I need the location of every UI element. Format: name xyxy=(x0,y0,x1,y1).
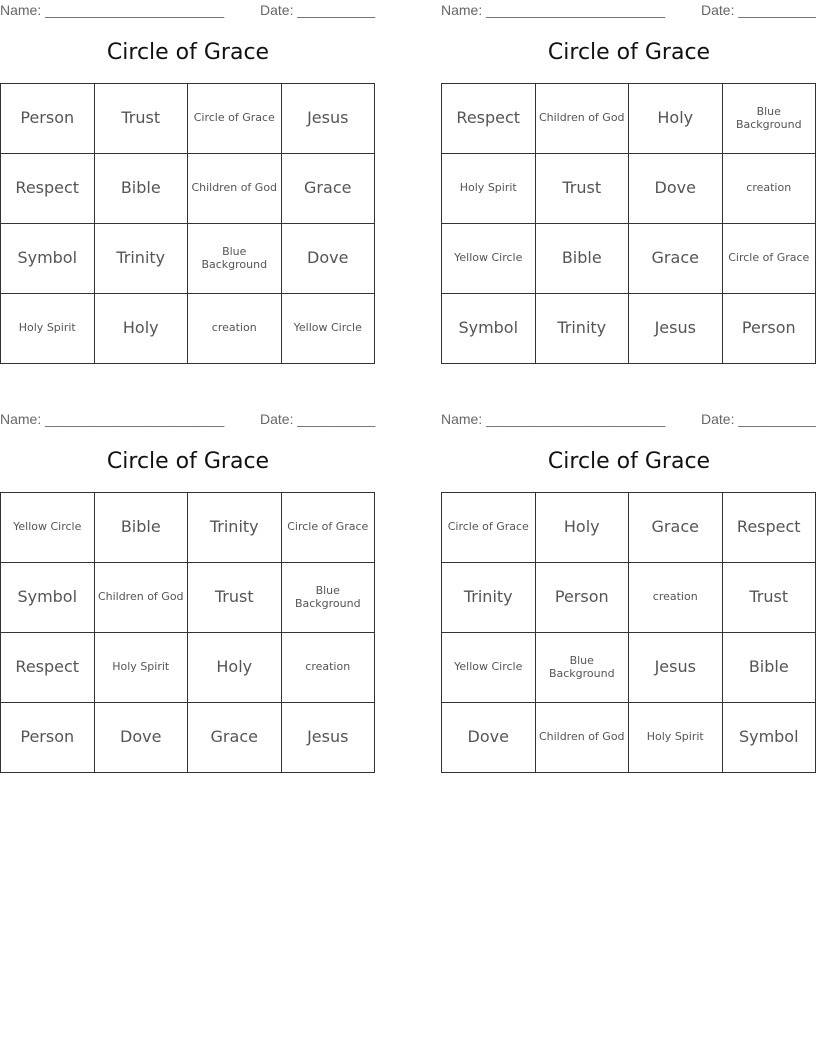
bingo-cell: Person xyxy=(536,563,630,633)
bingo-cell: Children of God xyxy=(188,154,282,224)
bingo-cell: Holy Spirit xyxy=(95,633,189,703)
card-title: Circle of Grace xyxy=(106,449,270,474)
bingo-cell: creation xyxy=(282,633,376,703)
bingo-cell: Jesus xyxy=(282,84,376,154)
bingo-cell: Holy xyxy=(95,294,189,364)
date-field[interactable]: Date: __________ xyxy=(701,411,816,427)
bingo-cell: Respect xyxy=(723,493,816,563)
date-field[interactable]: Date: __________ xyxy=(260,2,376,18)
bingo-cell: Trust xyxy=(723,563,816,633)
bingo-cell: Yellow Circle xyxy=(442,633,536,703)
bingo-cell: Trinity xyxy=(188,493,282,563)
bingo-cell: Bible xyxy=(536,224,630,294)
name-field[interactable]: Name: _______________________ xyxy=(0,411,225,427)
bingo-cell: Trinity xyxy=(536,294,630,364)
name-field[interactable]: Name: _______________________ xyxy=(0,2,225,18)
card-header xyxy=(0,0,376,20)
bingo-cell: Symbol xyxy=(723,703,816,773)
bingo-cell: Holy Spirit xyxy=(442,154,536,224)
card-title: Circle of Grace xyxy=(547,449,711,474)
bingo-cell: Dove xyxy=(282,224,376,294)
bingo-grid xyxy=(0,83,375,364)
bingo-cell: Grace xyxy=(282,154,376,224)
bingo-cell: Circle of Grace xyxy=(442,493,536,563)
bingo-cell: Grace xyxy=(629,493,723,563)
bingo-cell: Blue Background xyxy=(188,224,282,294)
bingo-cell: Respect xyxy=(442,84,536,154)
bingo-cell: Grace xyxy=(188,703,282,773)
bingo-cell: creation xyxy=(188,294,282,364)
bingo-cell: Trinity xyxy=(442,563,536,633)
bingo-cell: creation xyxy=(629,563,723,633)
bingo-cell: Dove xyxy=(95,703,189,773)
name-field[interactable]: Name: _______________________ xyxy=(441,2,666,18)
bingo-cell: Children of God xyxy=(536,703,630,773)
card-header xyxy=(441,409,816,429)
bingo-cell: Trust xyxy=(95,84,189,154)
bingo-grid xyxy=(0,492,375,773)
bingo-cell: Symbol xyxy=(1,224,95,294)
bingo-cell: Person xyxy=(723,294,816,364)
card-header xyxy=(441,0,816,20)
bingo-cell: Yellow Circle xyxy=(442,224,536,294)
card-title: Circle of Grace xyxy=(547,40,711,65)
bingo-cell: Trinity xyxy=(95,224,189,294)
bingo-cell: Grace xyxy=(629,224,723,294)
bingo-grid xyxy=(441,492,816,773)
bingo-cell: Bible xyxy=(723,633,816,703)
bingo-cell: Circle of Grace xyxy=(282,493,376,563)
bingo-cell: Circle of Grace xyxy=(188,84,282,154)
card-header xyxy=(0,409,376,429)
bingo-cell: Person xyxy=(1,84,95,154)
bingo-cell: Jesus xyxy=(629,294,723,364)
bingo-cell: Bible xyxy=(95,154,189,224)
bingo-grid xyxy=(441,83,816,364)
bingo-cell: Children of God xyxy=(536,84,630,154)
bingo-cell: Jesus xyxy=(629,633,723,703)
bingo-cell: Dove xyxy=(629,154,723,224)
bingo-cell: Holy Spirit xyxy=(1,294,95,364)
bingo-cell: Blue Background xyxy=(723,84,816,154)
bingo-cell: Respect xyxy=(1,633,95,703)
bingo-cell: Holy xyxy=(629,84,723,154)
bingo-cell: Yellow Circle xyxy=(1,493,95,563)
bingo-cell: Symbol xyxy=(442,294,536,364)
bingo-cell: Person xyxy=(1,703,95,773)
date-field[interactable]: Date: __________ xyxy=(260,411,376,427)
bingo-cell: Yellow Circle xyxy=(282,294,376,364)
bingo-cell: Holy Spirit xyxy=(629,703,723,773)
bingo-cell: Trust xyxy=(188,563,282,633)
bingo-cell: Bible xyxy=(95,493,189,563)
bingo-cell: Holy xyxy=(536,493,630,563)
bingo-cell: Blue Background xyxy=(536,633,630,703)
bingo-cell: Symbol xyxy=(1,563,95,633)
bingo-cell: Respect xyxy=(1,154,95,224)
date-field[interactable]: Date: __________ xyxy=(701,2,816,18)
bingo-cell: Circle of Grace xyxy=(723,224,816,294)
bingo-cell: Dove xyxy=(442,703,536,773)
bingo-cell: creation xyxy=(723,154,816,224)
name-field[interactable]: Name: _______________________ xyxy=(441,411,666,427)
bingo-cell: Holy xyxy=(188,633,282,703)
card-title: Circle of Grace xyxy=(106,40,270,65)
bingo-cell: Blue Background xyxy=(282,563,376,633)
bingo-cell: Jesus xyxy=(282,703,376,773)
bingo-cell: Children of God xyxy=(95,563,189,633)
bingo-cell: Trust xyxy=(536,154,630,224)
